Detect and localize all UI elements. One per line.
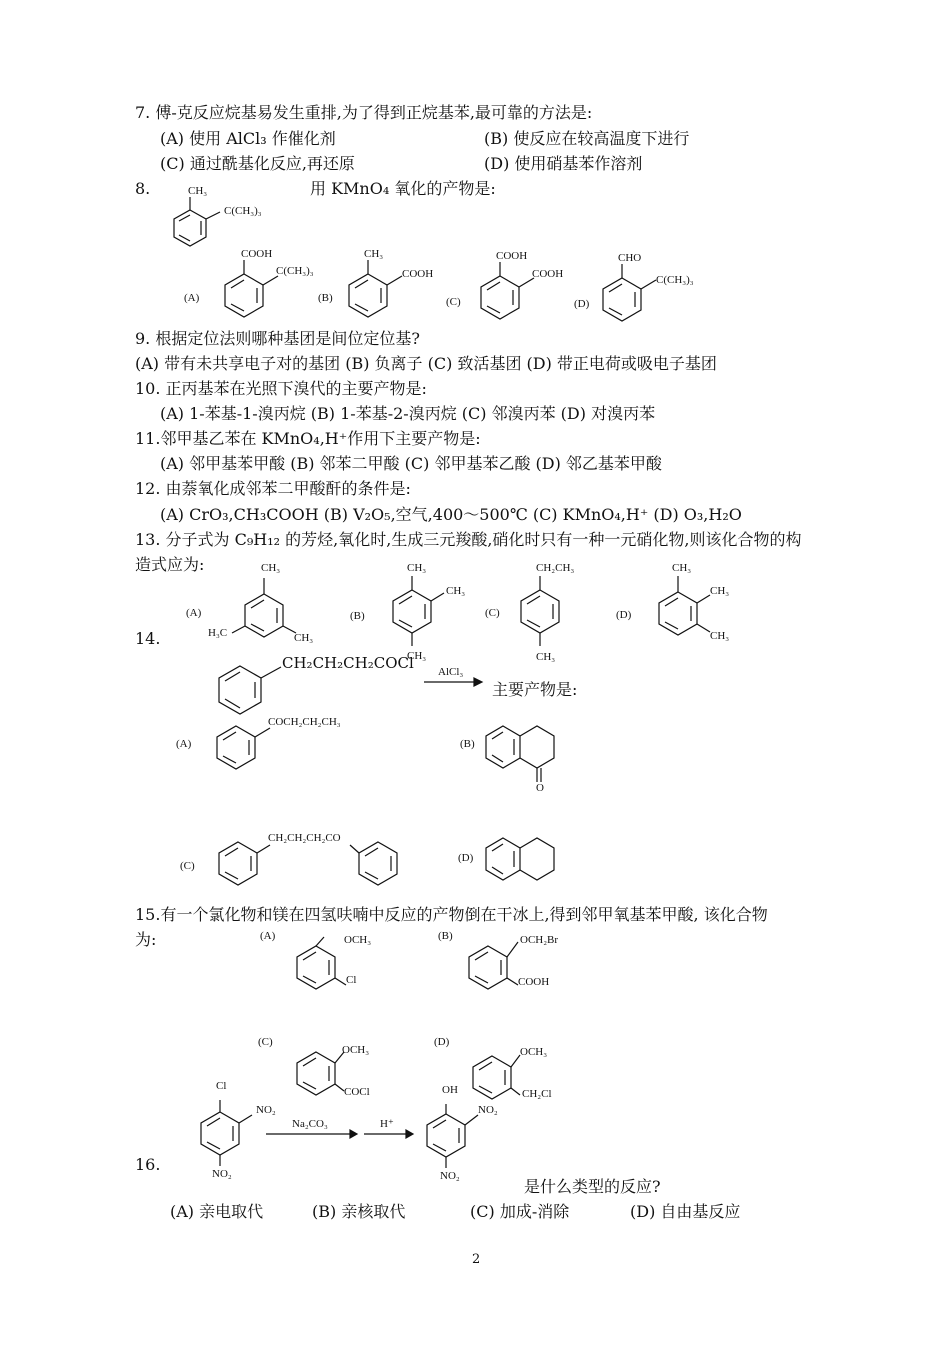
q15-d-sub2: CH₂Cl bbox=[522, 1088, 552, 1100]
q15-b-label: (B) bbox=[438, 930, 453, 942]
q12-options: (A) CrO₃,CH₃COOH (B) V₂O₅,空气,400～500℃ (C) KMnO₄,H⁺ (D) O₃,H₂O bbox=[160, 505, 742, 524]
q16-product-sub3: NO₂ bbox=[440, 1170, 460, 1182]
q15-b-sub2: COOH bbox=[518, 976, 550, 988]
q8-c-label: (C) bbox=[446, 296, 461, 308]
q14-c-label: (C) bbox=[180, 860, 195, 872]
q16-reactant-sub1: Cl bbox=[216, 1080, 227, 1092]
q13-c-structure bbox=[518, 582, 564, 638]
q14-a-structure bbox=[214, 718, 260, 774]
q13-stem-line2: 造式应为: bbox=[135, 555, 205, 574]
q8-stem: 用 KMnO₄ 氧化的产物是: bbox=[310, 179, 496, 198]
q15-d-label: (D) bbox=[434, 1036, 450, 1048]
q15-c-label: (C) bbox=[258, 1036, 273, 1048]
q7-option-d: (D) 使用硝基苯作溶剂 bbox=[484, 154, 643, 173]
q13-a-sub2: H₃C bbox=[208, 627, 228, 639]
q8-a-sub1: COOH bbox=[241, 248, 273, 260]
q13-c-sub1: CH₂CH₃ bbox=[536, 562, 575, 574]
q7-option-c: (C) 通过酰基化反应,再还原 bbox=[160, 154, 355, 173]
q14-reactant-sub: CH₂CH₂CH₂COCl bbox=[282, 654, 414, 672]
q12-stem: 12. 由萘氧化成邻苯二甲酸酐的条件是: bbox=[135, 479, 411, 498]
q15-b-sub1: OCH₂Br bbox=[520, 934, 559, 946]
q16-product-sub2: NO₂ bbox=[478, 1104, 498, 1116]
q15-c-sub2: COCl bbox=[344, 1086, 370, 1098]
q14-a-sub: COCH₂CH₂CH₃ bbox=[268, 716, 341, 728]
q16-option-c: (C) 加成-消除 bbox=[470, 1202, 570, 1221]
q16-product-structure bbox=[424, 1102, 470, 1162]
q10-options: (A) 1-苯基-1-溴丙烷 (B) 1-苯基-2-溴丙烷 (C) 邻溴丙苯 (D) 对溴丙苯 bbox=[160, 404, 656, 423]
q13-d-label: (D) bbox=[616, 609, 632, 621]
q8-a-label: (A) bbox=[184, 292, 200, 304]
q14-catalyst: AlCl₃ bbox=[438, 666, 464, 678]
q8-d-structure bbox=[600, 270, 646, 326]
q13-b-label: (B) bbox=[350, 610, 365, 622]
q13-b-sub2: CH₃ bbox=[446, 585, 466, 597]
q13-b-sub1: CH₃ bbox=[407, 562, 427, 574]
q16-reactant-sub2: NO₂ bbox=[256, 1104, 276, 1116]
q14-b-oxygen: O bbox=[536, 782, 544, 794]
q15-a-sub2: Cl bbox=[346, 974, 357, 986]
q16-reagent2: H⁺ bbox=[380, 1118, 394, 1130]
q8-c-structure bbox=[478, 268, 524, 324]
q8-d-sub1: CHO bbox=[618, 252, 642, 264]
q10-stem: 10. 正丙基苯在光照下溴代的主要产物是: bbox=[135, 379, 427, 398]
q15-a-structure bbox=[294, 938, 340, 994]
q9-stem: 9. 根据定位法则哪种基团是间位定位基? bbox=[135, 329, 420, 348]
q14-c-sub: CH₂CH₂CH₂CO bbox=[268, 832, 341, 844]
q14-number: 14. bbox=[135, 629, 161, 648]
q15-a-label: (A) bbox=[260, 930, 276, 942]
page-number: 2 bbox=[472, 1252, 481, 1267]
q15-d-sub1: OCH₃ bbox=[520, 1046, 548, 1058]
q16-option-a: (A) 亲电取代 bbox=[170, 1202, 264, 1221]
q16-number: 16. bbox=[135, 1155, 161, 1174]
q16-reagent1: Na₂CO₃ bbox=[292, 1118, 328, 1130]
q13-a-sub1: CH₃ bbox=[261, 562, 281, 574]
q8-b-sub2: COOH bbox=[402, 268, 434, 280]
q8-reactant-sub1: CH₃ bbox=[188, 185, 208, 197]
q8-b-structure bbox=[346, 266, 392, 322]
q13-d-structure bbox=[656, 584, 702, 640]
q14-c-structure-ring2 bbox=[356, 834, 402, 890]
q14-b-structure bbox=[484, 722, 564, 778]
q8-d-label: (D) bbox=[574, 298, 590, 310]
q16-option-d: (D) 自由基反应 bbox=[630, 1202, 741, 1221]
q13-c-sub2: CH₃ bbox=[536, 651, 556, 663]
q7-option-a: (A) 使用 AlCl₃ 作催化剂 bbox=[160, 129, 336, 148]
q13-a-label: (A) bbox=[186, 607, 202, 619]
q13-b-sub3: CH₃ bbox=[407, 650, 427, 662]
q13-a-structure bbox=[242, 586, 288, 642]
q15-c-structure bbox=[294, 1046, 340, 1102]
q8-a-sub2: C(CH₃)₃ bbox=[276, 265, 314, 277]
q16-reactant-structure bbox=[198, 1100, 244, 1160]
q16-tail: 是什么类型的反应? bbox=[524, 1177, 661, 1196]
q13-b-structure bbox=[390, 582, 436, 638]
q16-product-sub1: OH bbox=[442, 1084, 458, 1096]
q16-reactant-sub3: NO₂ bbox=[212, 1168, 232, 1180]
q8-a-structure bbox=[222, 266, 268, 322]
q8-c-sub2: COOH bbox=[532, 268, 564, 280]
q15-d-structure bbox=[470, 1050, 516, 1106]
q11-options: (A) 邻甲基苯甲酸 (B) 邻苯二甲酸 (C) 邻甲基苯乙酸 (D) 邻乙基苯甲酸 bbox=[160, 454, 662, 473]
q11-stem: 11.邻甲基乙苯在 KMnO₄,H⁺作用下主要产物是: bbox=[135, 429, 481, 448]
q14-a-label: (A) bbox=[176, 738, 192, 750]
q15-a-sub1: OCH₃ bbox=[344, 934, 372, 946]
q8-number: 8. bbox=[135, 179, 151, 198]
q8-b-label: (B) bbox=[318, 292, 333, 304]
q8-c-sub1: COOH bbox=[496, 250, 528, 262]
q15-stem-line2: 为: bbox=[135, 930, 157, 949]
q8-d-sub2: C(CH₃)₃ bbox=[656, 274, 694, 286]
q14-tail: 主要产物是: bbox=[492, 680, 578, 699]
q9-options: (A) 带有未共享电子对的基团 (B) 负离子 (C) 致活基团 (D) 带正电荷或吸电子基团 bbox=[135, 354, 717, 373]
q13-stem-line1: 13. 分子式为 C₉H₁₂ 的芳烃,氧化时,生成三元羧酸,硝化时只有一种一元硝化物,则该化合物的构 bbox=[135, 530, 802, 549]
q13-a-sub3: CH₃ bbox=[294, 632, 314, 644]
q13-d-sub2: CH₃ bbox=[710, 585, 730, 597]
q14-c-structure bbox=[216, 834, 262, 890]
q7-stem: 7. 傅-克反应烷基易发生重排,为了得到正烷基苯,最可靠的方法是: bbox=[135, 103, 593, 122]
q15-b-structure bbox=[466, 938, 512, 994]
q7-option-b: (B) 使反应在较高温度下进行 bbox=[484, 129, 690, 148]
q8-b-sub1: CH₃ bbox=[364, 248, 384, 260]
q15-c-sub1: OCH₃ bbox=[342, 1044, 370, 1056]
q13-d-sub3: CH₃ bbox=[710, 630, 730, 642]
q14-reactant-benzene bbox=[215, 658, 265, 718]
q8-reactant-benzene bbox=[168, 203, 208, 253]
q8-reactant-sub2: C(CH₃)₃ bbox=[224, 205, 262, 217]
q13-c-label: (C) bbox=[485, 607, 500, 619]
q16-option-b: (B) 亲核取代 bbox=[312, 1202, 406, 1221]
q15-stem-line1: 15.有一个氯化物和镁在四氢呋喃中反应的产物倒在干冰上,得到邻甲氧基苯甲酸, 该化合物 bbox=[135, 905, 768, 924]
q14-b-label: (B) bbox=[460, 738, 475, 750]
q14-d-label: (D) bbox=[458, 852, 474, 864]
q13-d-sub1: CH₃ bbox=[672, 562, 692, 574]
q14-d-structure bbox=[484, 834, 564, 886]
